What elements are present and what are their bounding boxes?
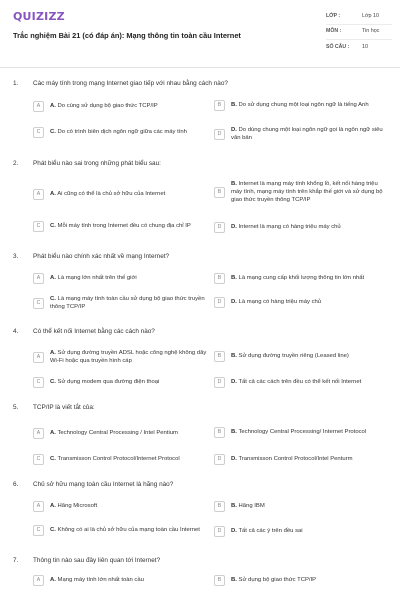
option-letter: D	[214, 377, 225, 388]
option-a[interactable]	[33, 428, 211, 439]
option-letter: A	[33, 428, 44, 439]
option-key: B.	[231, 274, 237, 281]
option-letter: D	[214, 454, 225, 465]
meta-value: Lớp 10	[362, 13, 380, 20]
option-b[interactable]	[214, 351, 390, 362]
option-key: B.	[231, 101, 237, 108]
option-letter: C	[33, 127, 44, 138]
option-key: A.	[50, 102, 56, 109]
option-text: Mạng máy tính lớn nhất toàn cầu	[57, 576, 144, 583]
option-key: D.	[231, 298, 237, 305]
page-title: Trắc nghiệm Bài 21 (có đáp án): Mạng thông tin toàn cầu Internet	[13, 31, 241, 40]
option-text: Internet là mạng có hàng triệu máy chủ	[238, 223, 341, 230]
option-text: Sử dụng modem qua đường điện thoại	[57, 378, 160, 385]
worksheet-meta	[326, 10, 392, 55]
option-letter: A	[33, 575, 44, 586]
option-letter: C	[33, 298, 44, 309]
option-text: Hãng IBM	[238, 502, 265, 509]
option-text: Không có ai là chủ sở hữu của mạng toàn cầu Internet	[57, 526, 200, 533]
option-key: D.	[231, 455, 237, 462]
question-text: Chủ sở hữu mạng toàn cầu Internet là hãng nào?	[33, 481, 174, 488]
option-letter: A	[33, 189, 44, 200]
meta-value: Tin học	[362, 28, 380, 35]
option-text: Sử dụng đường truyền riêng (Leased line)	[238, 352, 349, 359]
option-text: Sử dụng bộ giao thức TCP/IP	[238, 576, 317, 583]
option-c[interactable]	[33, 377, 208, 388]
option-text: Do cùng sử dụng bộ giao thức TCP/IP	[57, 102, 158, 109]
option-d[interactable]	[214, 454, 394, 465]
option-c[interactable]	[33, 454, 214, 465]
question-text: Phát biểu nào sai trong những phát biểu sau:	[33, 160, 161, 167]
option-text: Mỗi máy tính trong Internet đều có chung địa chỉ IP	[57, 222, 191, 229]
option-text: Do sử dụng chung một loại ngôn ngữ là tiếng Anh	[238, 101, 369, 108]
option-text: Do có trình biên dịch ngôn ngữ giữa các máy tính	[57, 128, 187, 135]
question-number: 3.	[13, 253, 19, 260]
option-letter: A	[33, 273, 44, 284]
option-a[interactable]	[33, 350, 208, 366]
option-key: C.	[50, 128, 56, 135]
option-a[interactable]	[33, 189, 208, 200]
option-key: D.	[231, 378, 237, 385]
option-key: A.	[50, 502, 56, 509]
option-letter: C	[33, 454, 44, 465]
option-letter: D	[214, 129, 225, 140]
option-letter: B	[214, 351, 225, 362]
question-text: TCP/IP là viết tắt của:	[33, 404, 95, 411]
option-c[interactable]	[33, 127, 208, 138]
option-key: D.	[231, 127, 237, 133]
meta-label: SỐ CÂU :	[326, 43, 350, 50]
option-letter: D	[214, 526, 225, 537]
quizizz-logo: QUIZIZZ	[13, 10, 65, 23]
meta-label: LỚP :	[326, 13, 341, 20]
question-number: 6.	[13, 481, 19, 488]
option-letter: A	[33, 101, 44, 112]
option-text: Là mạng cung cấp khối lượng thông tin lớn nhất	[238, 274, 365, 281]
question-text: Có thể kết nối Internet bằng các cách nào?	[33, 328, 155, 335]
option-letter: D	[214, 297, 225, 308]
worksheet-header	[0, 0, 400, 68]
option-d[interactable]	[214, 127, 390, 143]
option-a[interactable]	[33, 101, 208, 112]
option-a[interactable]	[33, 273, 208, 284]
option-letter: C	[33, 377, 44, 388]
option-key: D.	[231, 223, 237, 230]
option-text: Tất cả các ý trên đều sai	[238, 527, 303, 534]
question-text: Thông tin nào sau đây liên quan tới Internet?	[33, 557, 161, 564]
option-key: D.	[231, 527, 237, 534]
meta-row-question-count	[326, 40, 392, 55]
option-text: Hãng Microsoft	[57, 502, 98, 509]
option-key: C.	[50, 526, 56, 533]
option-key: A.	[50, 350, 56, 356]
option-text: Technology Central Processing/ Internet Protocol	[238, 428, 367, 435]
option-key: A.	[50, 576, 56, 583]
option-key: C.	[50, 222, 56, 229]
option-key: B.	[231, 181, 237, 187]
option-text: Sử dụng đường truyền ADSL hoặc công nghệ không dây Wi-Fi hoặc qua truyền hình cáp	[50, 350, 207, 364]
option-b[interactable]	[214, 501, 390, 512]
option-c[interactable]	[33, 525, 208, 536]
option-text: Tất cả các cách trên đều có thể kết nối Internet	[238, 378, 362, 385]
option-letter: B	[214, 187, 225, 198]
option-a[interactable]	[33, 575, 208, 586]
option-letter: B	[214, 100, 225, 111]
option-letter: B	[214, 273, 225, 284]
option-b[interactable]	[214, 273, 394, 284]
option-text: Là mạng lớn nhất trên thế giới	[57, 274, 137, 281]
option-letter: B	[214, 575, 225, 586]
option-text: Ai cũng có thể là chủ sở hữu của Internet	[57, 190, 166, 197]
meta-row-class	[326, 10, 392, 25]
option-key: B.	[231, 576, 237, 583]
meta-value: 10	[362, 43, 368, 50]
question-text: Phát biểu nào chính xác nhất về mạng Internet?	[33, 253, 170, 260]
option-b[interactable]	[214, 100, 390, 111]
question-text: Các máy tính trong mạng Internet giao tiếp với nhau bằng cách nào?	[33, 80, 228, 87]
option-a[interactable]	[33, 501, 208, 512]
meta-label: MÔN :	[326, 28, 342, 35]
option-key: A.	[50, 429, 56, 436]
question-number: 4.	[13, 328, 19, 335]
option-key: B.	[231, 502, 237, 509]
option-text: Technology Central Processing / Intel Pentium	[57, 429, 178, 436]
option-d[interactable]	[214, 222, 390, 233]
option-key: A.	[50, 274, 56, 281]
option-d[interactable]	[214, 297, 390, 308]
option-text: Transmisson Control Protocol/Internet Protocol	[57, 455, 180, 462]
option-letter: D	[214, 222, 225, 233]
option-text: Là mạng máy tính toàn cầu sử dụng bộ giao thức truyền thông TCP/IP	[50, 296, 205, 310]
option-text: Do dùng chung một loại ngôn ngữ gọi là ngôn ngữ siêu văn bản	[231, 127, 383, 141]
option-letter: B	[214, 501, 225, 512]
option-letter: A	[33, 501, 44, 512]
option-b[interactable]	[214, 181, 390, 205]
option-letter: C	[33, 221, 44, 232]
option-d[interactable]	[214, 377, 394, 388]
option-b[interactable]	[214, 575, 390, 586]
option-text: Transmisson Control Protocol/Intel Penturm	[238, 455, 353, 462]
option-key: C.	[50, 296, 56, 302]
option-c[interactable]	[33, 221, 213, 232]
option-c[interactable]	[33, 296, 208, 312]
option-letter: A	[33, 352, 44, 363]
option-text: Là mạng có hàng triệu máy chủ	[238, 298, 322, 305]
option-b[interactable]	[214, 427, 390, 438]
option-key: B.	[231, 352, 237, 359]
question-number: 5.	[13, 404, 19, 411]
option-key: C.	[50, 455, 56, 462]
meta-row-subject	[326, 25, 392, 40]
option-d[interactable]	[214, 526, 390, 537]
question-number: 2.	[13, 160, 19, 167]
option-key: B.	[231, 428, 237, 435]
option-letter: B	[214, 427, 225, 438]
option-letter: C	[33, 525, 44, 536]
question-number: 1.	[13, 80, 19, 87]
option-text: Internet là mạng máy tính khổng lồ, kết nối hàng triệu máy tính, mạng máy tính trên khắp thế giới và sử dụng bộ giao thức truyền thông TCP/IP	[231, 181, 383, 203]
option-key: A.	[50, 190, 56, 197]
option-key: C.	[50, 378, 56, 385]
question-number: 7.	[13, 557, 19, 564]
